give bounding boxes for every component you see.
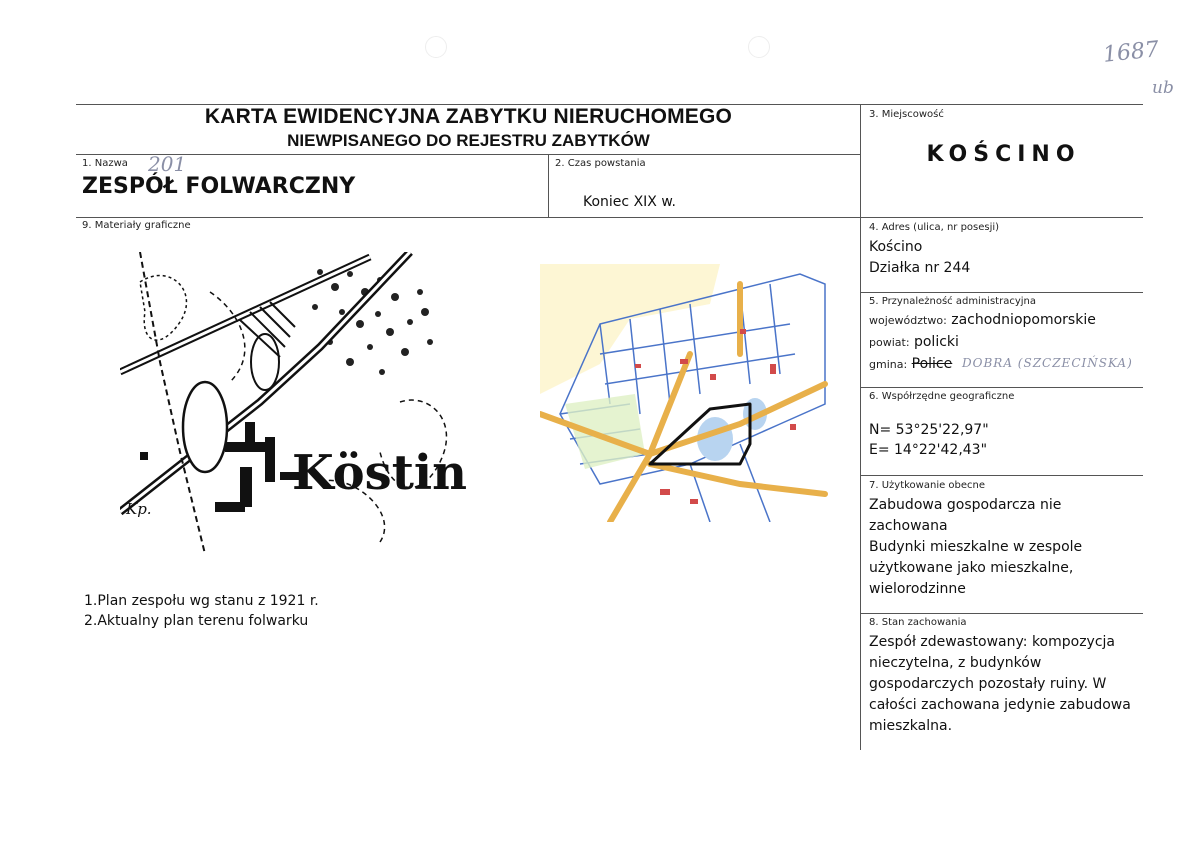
locality-value: KOŚCINO — [926, 142, 1081, 167]
handwritten-commune-note: DOBRA (SZCZECIŃSKA) — [962, 356, 1133, 370]
rule-below-address — [860, 292, 1143, 293]
rule-below-coords — [860, 475, 1143, 476]
rule-below-title — [76, 154, 861, 155]
current-use-label: 7. Użytkowanie obecne — [869, 480, 986, 491]
name-label: 1. Nazwa — [82, 158, 128, 169]
voivodeship-value: zachodniopomorskie — [951, 312, 1096, 328]
condition-line: mieszkalna. — [869, 718, 953, 734]
divider-name-time — [548, 154, 549, 217]
monument-name: ZESPÓŁ FOLWARCZNY — [82, 174, 356, 199]
locality-label: 3. Miejscowość — [869, 109, 944, 120]
rule-below-usage — [860, 613, 1143, 614]
voivodeship-row — [869, 312, 1096, 328]
commune-value: Police — [911, 356, 953, 372]
current-cadastral-plan — [540, 264, 828, 522]
punch-hole-right — [748, 36, 770, 58]
condition-line: całości zachowana jedynie zabudowa — [869, 697, 1131, 713]
construction-time-label: 2. Czas powstania — [555, 158, 646, 169]
coordinate-north: N= 53°25'22,97" — [869, 422, 989, 438]
address-line-2: Działka nr 244 — [869, 260, 971, 276]
current-use-line: wielorodzinne — [869, 581, 966, 597]
coordinate-east: E= 14°22'42,43" — [869, 442, 988, 458]
handwritten-corner-initials: ub — [1152, 78, 1174, 98]
caption-current-plan: 2.Aktualny plan terenu folwarku — [84, 613, 309, 629]
historic-map-place-label: Köstin — [292, 445, 468, 501]
condition-label: 8. Stan zachowania — [869, 617, 967, 628]
condition-line: nieczytelna, z budynków — [869, 655, 1042, 671]
rule-below-admin — [860, 387, 1143, 388]
historic-map-1921 — [120, 252, 492, 554]
caption-historic-plan: 1.Plan zespołu wg stanu z 1921 r. — [84, 593, 319, 609]
county-value: policki — [913, 334, 959, 350]
card-subtitle: NIEWPISANEGO DO REJESTRU ZABYTKÓW — [287, 131, 650, 150]
commune-key: gmina: — [869, 358, 908, 371]
county-row — [869, 334, 959, 350]
handwritten-record-number: 201 — [148, 152, 187, 176]
address-line-1: Kościno — [869, 239, 923, 255]
address-label: 4. Adres (ulica, nr posesji) — [869, 222, 1000, 233]
handwritten-corner-number: 1687 — [1101, 37, 1161, 68]
voivodeship-key: województwo: — [869, 314, 947, 327]
admin-label: 5. Przynależność administracyjna — [869, 296, 1036, 307]
condition-line: Zespół zdewastowany: kompozycja — [869, 634, 1116, 650]
divider-right-column — [860, 104, 861, 750]
construction-time-value: Koniec XIX w. — [583, 194, 676, 210]
current-use-line: zachowana — [869, 518, 948, 534]
historic-map-mark-label: Kp. — [126, 500, 152, 518]
card-title: KARTA EWIDENCYJNA ZABYTKU NIERUCHOMEGO — [204, 105, 733, 128]
commune-row — [869, 356, 952, 372]
graphics-label: 9. Materiały graficzne — [82, 220, 191, 231]
current-use-line: użytkowane jako mieszkalne, — [869, 560, 1074, 576]
rule-below-name — [76, 217, 1143, 218]
punch-hole-left — [425, 36, 447, 58]
coordinates-label: 6. Współrzędne geograficzne — [869, 391, 1015, 402]
county-key: powiat: — [869, 336, 910, 349]
condition-line: gospodarczych pozostały ruiny. W — [869, 676, 1107, 692]
current-use-line: Budynki mieszkalne w zespole — [869, 539, 1083, 555]
current-use-line: Zabudowa gospodarcza nie — [869, 497, 1062, 513]
